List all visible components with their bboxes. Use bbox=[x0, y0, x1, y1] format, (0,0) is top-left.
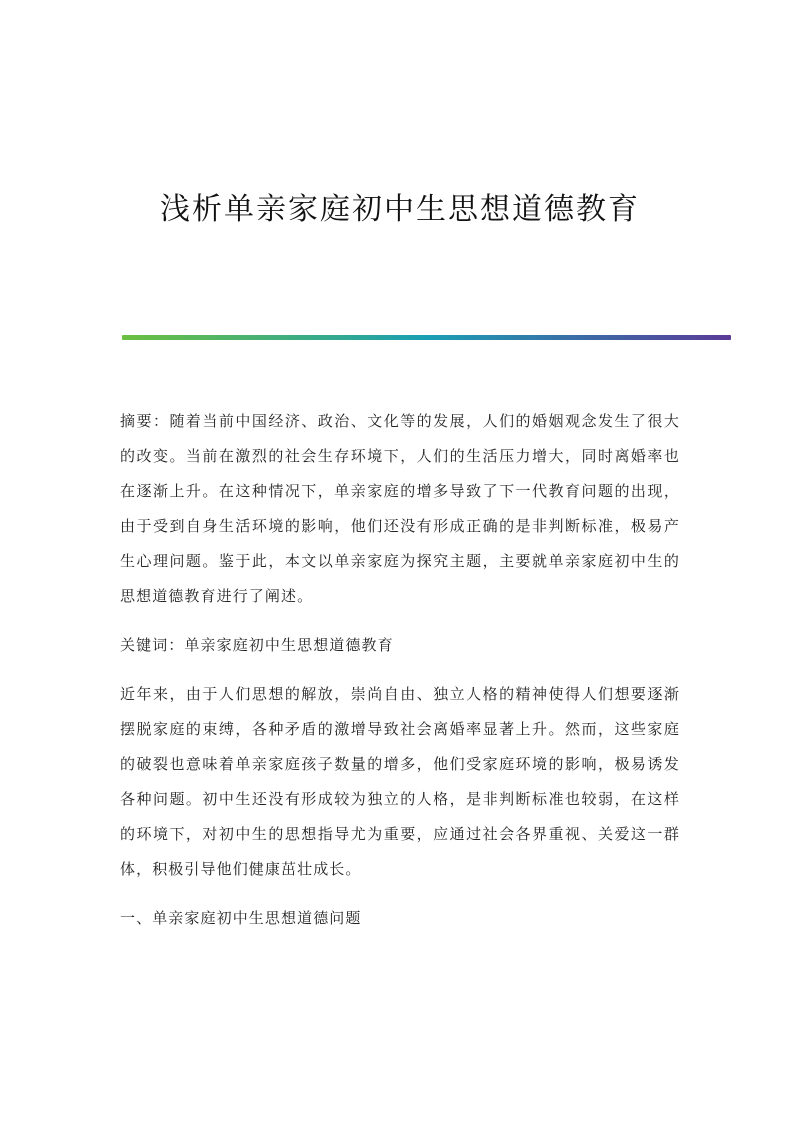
keywords-line: 关键词：单亲家庭初中生思想道德教育 bbox=[120, 636, 394, 654]
document-body bbox=[120, 404, 680, 936]
abstract-paragraph: 摘要：随着当前中国经济、政治、文化等的发展，人们的婚姻观念发生了很大的改变。当前在激烈的社会生存环境下，人们的生活压力增大，同时离婚率也在逐渐上升。在这种情况下，单亲家庭的增多导致了下一代教育问题的出现，由于受到自身生活环境的影响，他们还没有形成正确的是非判断标准，极易产生心理问题。鉴于此，本文以单亲家庭为探究主题，主要就单亲家庭初中生的思想道德教育进行了阐述。 bbox=[120, 412, 680, 605]
document-title: 浅析单亲家庭初中生思想道德教育 bbox=[160, 192, 640, 227]
title-divider-rule bbox=[122, 335, 731, 340]
section-heading: 一、单亲家庭初中生思想道德问题 bbox=[120, 909, 362, 927]
intro-paragraph: 近年来，由于人们思想的解放，崇尚自由、独立人格的精神使得人们想要逐渐摆脱家庭的束缚，各种矛盾的激增导致社会离婚率显著上升。然而，这些家庭的破裂也意味着单亲家庭孩子数量的增多，他们受家庭环境的影响，极易诱发各种问题。初中生还没有形成较为独立的人格，是非判断标准也较弱，在这样的环境下，对初中生的思想指导尤为重要，应通过社会各界重视、关爱这一群体，积极引导他们健康茁壮成长。 bbox=[120, 685, 680, 878]
